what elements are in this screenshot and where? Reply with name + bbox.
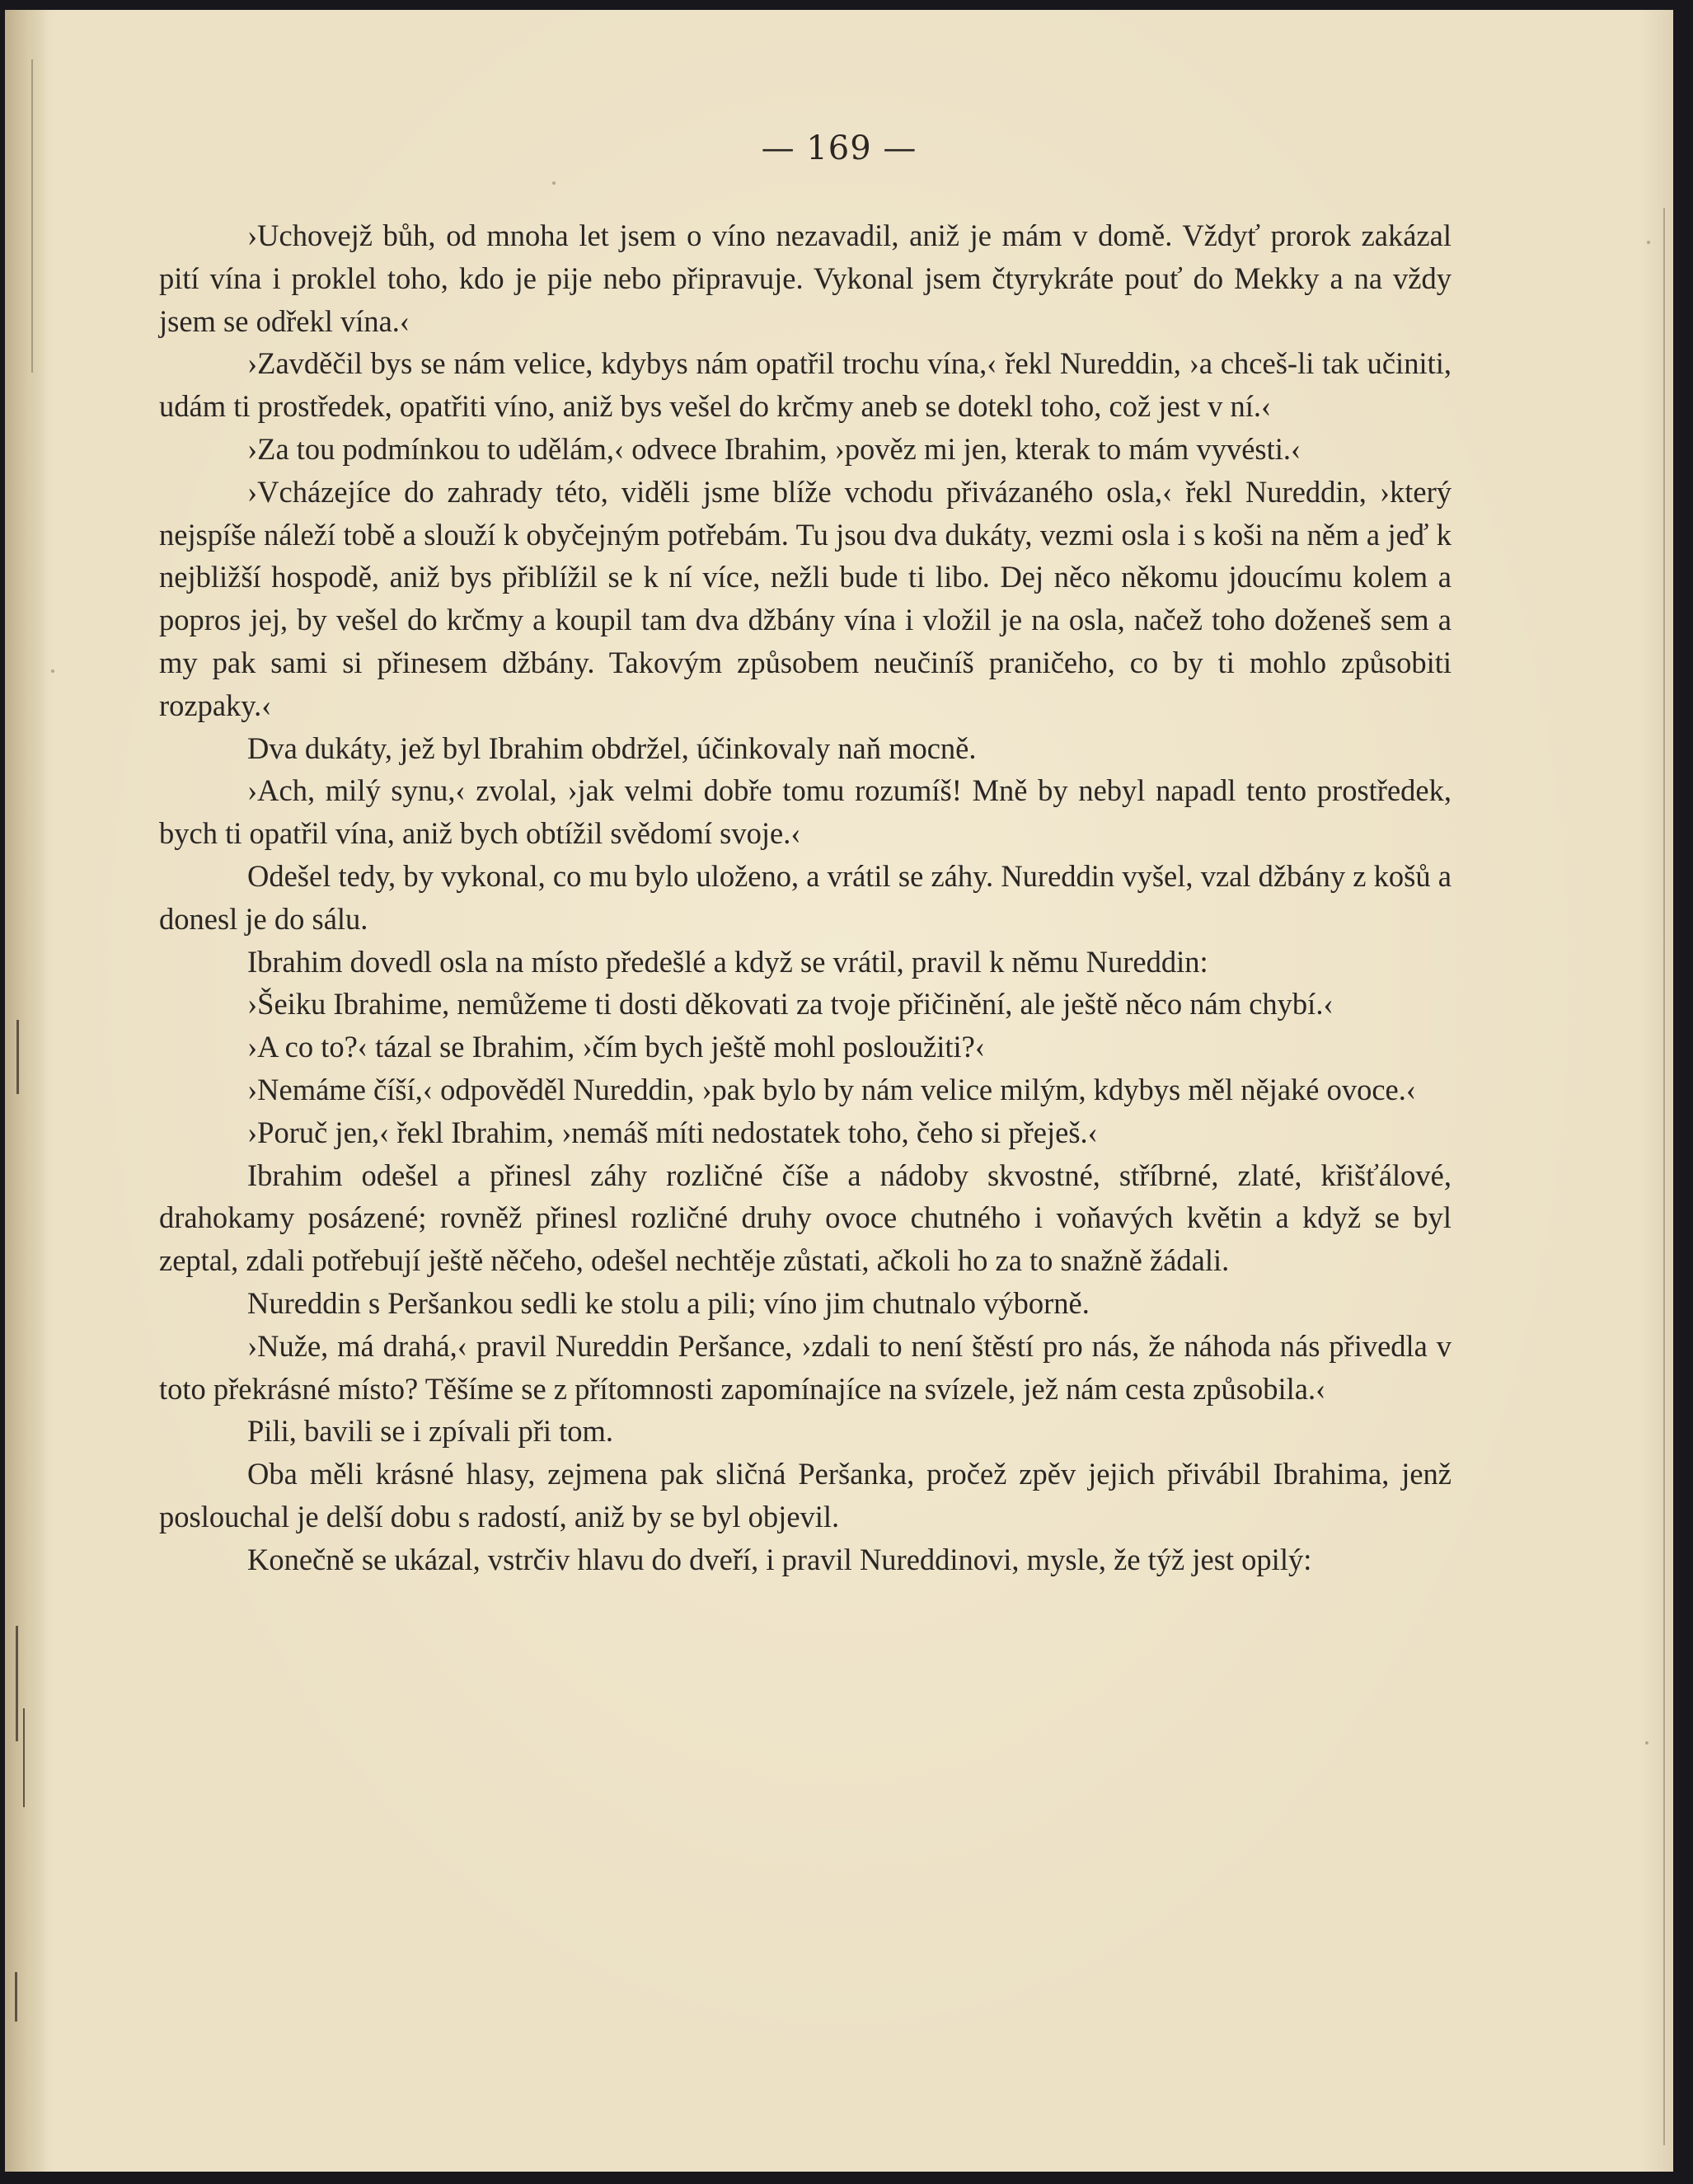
paragraph: ›Nemáme číší,‹ odpověděl Nureddin, ›pak bylo by nám velice milým, kdybys měl nějaké ovoce.‹	[247, 1072, 1417, 1106]
page-edge-line	[1663, 208, 1665, 2145]
paper-speck	[1647, 241, 1650, 244]
paragraph: Odešel tedy, by vykonal, co mu bylo uloženo, a vrátil se záhy. Nureddin vyšel, vzal džbány z košů a donesl je do sálu.	[159, 858, 1451, 936]
paragraph: ›Šeiku Ibrahime, nemůžeme ti dosti děkovati za tvoje přičinění, ale ještě něco nám chybí.‹	[247, 987, 1334, 1022]
paragraph: Oba měli krásné hlasy, zejmena pak sličná Peršanka, pročež zpěv jejich přivábil Ibrahima, jenž poslouchal je delší dobu s radostí, aniž by se byl objevil.	[159, 1457, 1451, 1533]
binding-crease	[31, 59, 33, 373]
paper-speck	[552, 181, 556, 185]
paragraph: Nureddin s Peršankou sedli ke stolu a pili; víno jim chutnalo výborně.	[247, 1285, 1090, 1320]
book-binding-shadow	[5, 10, 48, 2172]
paragraph: Dva dukáty, jež byl Ibrahim obdržel, účinkovaly naň mocně.	[247, 730, 977, 765]
paragraph: ›Zavděčil bys se nám velice, kdybys nám opatřil trochu vína,‹ řekl Nureddin, ›a chceš-li tak učiniti, udám ti prostředek, opatřiti víno, aniž bys vešel do krčmy aneb se dotekl toho, což jest v ní.‹	[159, 346, 1451, 424]
paragraph: Ibrahim dovedl osla na místo předešlé a když se vrátil, pravil k němu Nureddin:	[247, 944, 1208, 979]
binding-thread	[16, 1626, 18, 1741]
binding-thread	[15, 1972, 17, 2022]
paragraph: Ibrahim odešel a přinesl záhy rozličné číše a nádoby skvostné, stříbrné, zlaté, křišťálové, drahokamy posázené; rovněž přinesl rozličné druhy ovoce chutného i voňavých květin a když se byl zeptal, zdali potřebují ještě něčeho, odešel nechtěje zůstati, ačkoli ho za to snažně žádali.	[159, 1158, 1451, 1278]
paragraph: ›Za tou podmínkou to udělám,‹ odvece Ibrahim, ›pověz mi jen, kterak to mám vyvésti.‹	[247, 431, 1301, 466]
paragraph: ›Nuže, má drahá,‹ pravil Nureddin Peršance, ›zdali to není štěstí pro nás, že náhoda nás přivedla v toto překrásné místo? Těšíme se z přítomnosti zapomínajíce na svízele, jež nám cesta způsobila.‹	[159, 1328, 1451, 1406]
paragraph: Konečně se ukázal, vstrčiv hlavu do dveří, i pravil Nureddinovi, mysle, že týž jest opilý:	[247, 1542, 1312, 1576]
paragraph: ›A co to?‹ tázal se Ibrahim, ›čím bych ještě mohl posloužiti?‹	[247, 1030, 985, 1064]
paragraph: ›Vcházejíce do zahrady této, viděli jsme blíže vchodu přivázaného osla,‹ řekl Nureddin, ›který nejspíše náleží tobě a slouží k obyčejným potřebám. Tu jsou dva dukáty, vezmi osla i s koši na něm a jeď k nejbližší hospodě, aniž bys přiblížil se k ní více, nežli bude ti libo. Dej něco někomu jdoucímu kolem a popros jej, by vešel do krčmy a koupil tam dva džbány vína i vložil je na osla, načež toho doženeš sem a my pak sami si přinesem džbány. Takovým způsobem neučiníš praničeho, co by ti mohlo způsobiti rozpaky.‹	[159, 474, 1451, 722]
paragraph: Pili, bavili se i zpívali při tom.	[247, 1414, 614, 1449]
paragraph: ›Uchovejž bůh, od mnoha let jsem o víno nezavadil, aniž je mám v domě. Vždyť prorok zakázal pití vína i proklel toho, kdo je pije nebo připravuje. Vykonal jsem čtyrykráte pouť do Mekky a na vždy jsem se odřekl vína.‹	[159, 218, 1451, 338]
paragraph: ›Ach, milý synu,‹ zvolal, ›jak velmi dobře tomu rozumíš! Mně by nebyl napadl tento prostředek, bych ti opatřil vína, aniž bych obtížil svědomí svoje.‹	[159, 773, 1451, 851]
binding-thread	[23, 1708, 25, 1807]
paper-sheet	[5, 10, 1673, 2172]
body-text	[159, 214, 1451, 1581]
paragraph: ›Poruč jen,‹ řekl Ibrahim, ›nemáš míti nedostatek toho, čeho si přeješ.‹	[247, 1115, 1098, 1149]
paper-speck	[51, 669, 54, 673]
page-number: — 169 —	[761, 129, 917, 167]
paper-speck	[1645, 1741, 1648, 1745]
binding-thread	[16, 1020, 19, 1094]
